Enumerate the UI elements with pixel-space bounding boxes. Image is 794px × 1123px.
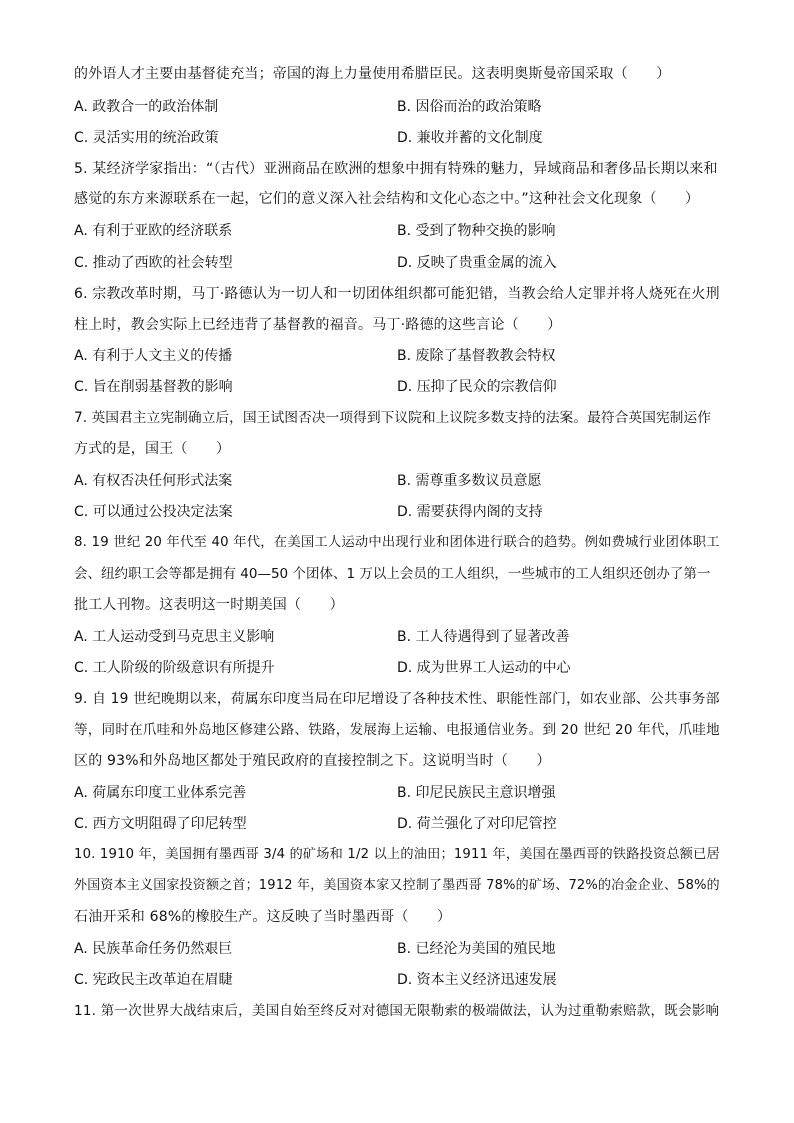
q8-stem-line: 8. 19 世纪 20 年代至 40 年代，在美国工人运动中出现行业和团体进行联合的趋势。例如费城行业团体职工 (74, 535, 720, 550)
q9-option-c: C. 西方文明阻碍了印尼转型 (74, 816, 247, 832)
q7-stem-line: 方式的是，国王（ ） (74, 441, 231, 457)
q7-option-a: A. 有权否决任何形式法案 (74, 473, 233, 489)
q10-option-d: D. 资本主义经济迅速发展 (397, 972, 557, 988)
q7-option-d: D. 需要获得内阁的支持 (397, 504, 543, 520)
q5-option-a: A. 有利于亚欧的经济联系 (74, 223, 233, 239)
q10-option-b: B. 已经沦为美国的殖民地 (397, 941, 556, 957)
q4-option-a: A. 政教合一的政治体制 (74, 99, 219, 115)
q7-option-c: C. 可以通过公投决定法案 (74, 504, 233, 520)
q8-option-c: C. 工人阶级的阶级意识有所提升 (74, 660, 275, 676)
q8-option-a: A. 工人运动受到马克思主义影响 (74, 629, 275, 645)
q7-stem-line: 7. 英国君主立宪制确立后，国王试图否决一项得到下议院和上议院多数支持的法案。最符合英国宪制运作 (74, 410, 711, 426)
q9-option-a: A. 荷属东印度工业体系完善 (74, 785, 247, 801)
q8-option-b: B. 工人待遇得到了显著改善 (397, 629, 570, 645)
q9-stem-line: 9. 自 19 世纪晚期以来，荷属东印度当局在印尼增设了各种技术性、职能性部门，如农业部、公共事务部 (74, 691, 720, 707)
q9-stem-line: 区的 93%和外岛地区都处于殖民政府的直接控制之下。这说明当时（ ） (74, 753, 551, 769)
q5-option-c: C. 推动了西欧的社会转型 (74, 255, 233, 271)
q4-stem-line: 的外语人才主要由基督徒充当；帝国的海上力量使用希腊臣民。这表明奥斯曼帝国采取（ ） (74, 66, 671, 82)
q9-option-b: B. 印尼民族民主意识增强 (397, 785, 556, 801)
q9-option-d: D. 荷兰强化了对印尼管控 (397, 816, 557, 832)
q10-stem-line: 10. 1910 年，美国拥有墨西哥 3/4 的矿场和 1/2 以上的油田；1911 年，美国在墨西哥的铁路投资总额已居 (74, 847, 720, 862)
q8-option-d: D. 成为世界工人运动的中心 (397, 660, 571, 676)
q10-stem-line: 石油开采和 68%的橡胶生产。这反映了当时墨西哥（ ） (74, 909, 452, 925)
q10-option-a: A. 民族革命任务仍然艰巨 (74, 941, 233, 957)
q6-option-b: B. 废除了基督教教会特权 (397, 348, 556, 364)
q4-option-b: B. 因俗而治的政治策略 (397, 99, 542, 115)
q10-option-c: C. 宪政民主改革迫在眉睫 (74, 972, 233, 988)
q8-stem-line: 会、纽约职工会等都是拥有 40—50 个团体、1 万以上会员的工人组织，一些城市的工人组织还创办了第一 (74, 566, 711, 582)
q5-stem-line: 感觉的东方来源联系在一起，它们的意义深入社会结构和文化心态之中。”这种社会文化现象（ ） (74, 191, 700, 207)
q9-stem-line: 等，同时在爪哇和外岛地区修建公路、铁路，发展海上运输、电报通信业务。到 20 世纪 20 年代，爪哇地 (74, 722, 720, 738)
q6-option-c: C. 旨在削弱基督教的影响 (74, 379, 233, 395)
q10-stem-line: 外国资本主义国家投资额之首；1912 年，美国资本家又控制了墨西哥 78%的矿场、72%的冶金企业、58%的 (74, 878, 720, 893)
q5-option-d: D. 反映了贵重金属的流入 (397, 255, 557, 271)
q11-stem-line: 11. 第一次世界大战结束后，美国自始至终反对对德国无限勒索的极端做法，认为过重勒索赔款，既会影响 (74, 1003, 720, 1019)
q5-option-b: B. 受到了物种交换的影响 (397, 223, 556, 239)
q6-stem-line: 柱上时，教会实际上已经违背了基督教的福音。马丁·路德的这些言论（ ） (74, 317, 562, 333)
q6-option-d: D. 压抑了民众的宗教信仰 (397, 379, 557, 395)
q6-option-a: A. 有利于人文主义的传播 (74, 348, 233, 364)
q4-option-d: D. 兼收并蓄的文化制度 (397, 130, 543, 146)
q8-stem-line: 批工人刊物。这表明这一时期美国（ ） (74, 597, 344, 613)
q7-option-b: B. 需尊重多数议员意愿 (397, 473, 542, 489)
q5-stem-line: 5. 某经济学家指出：“（古代）亚洲商品在欧洲的想象中拥有特殊的魅力，异域商品和奢侈品长期以来和 (74, 161, 718, 177)
q4-option-c: C. 灵活实用的统治政策 (74, 130, 219, 146)
q6-stem-line: 6. 宗教改革时期，马丁·路德认为一切人和一切团体组织都可能犯错，当教会给人定罪并将人烧死在火刑 (74, 286, 720, 302)
